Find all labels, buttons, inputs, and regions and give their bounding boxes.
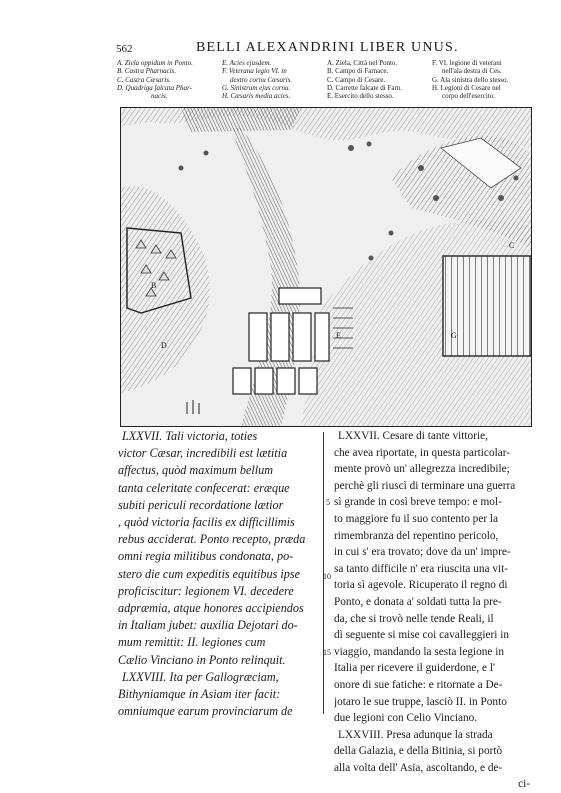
plate-label: G — [451, 331, 457, 340]
legend-entry: H. Cæsaris media acies. — [222, 92, 291, 101]
legend-latin-col2 — [222, 59, 292, 100]
italian-line: due legioni con Celio Vinciano. — [334, 712, 478, 725]
legend-entry: C. Campo di Cesare. — [327, 75, 386, 84]
legend-entry: A. Ziela, Città nel Ponto. — [327, 59, 398, 67]
latin-line: Bithyniamque in Asiam iter facit: — [118, 687, 281, 702]
italian-line: rimembranza del repentino pericolo, — [334, 529, 499, 542]
latin-line: LXXVIII. Ita per Gallogræciam, — [122, 669, 279, 684]
italian-line: mente provò un' allegrezza incredibile; — [334, 463, 510, 476]
latin-line: subiti periculi recordatione lætior — [118, 497, 284, 512]
latin-line: rebus acciderat. Ponto recepto, præda — [118, 532, 306, 547]
latin-line: in Italiam jubet: auxilia Dejotari do- — [118, 618, 298, 633]
legend-italian-col2 — [432, 59, 508, 100]
legend-entry: A. Ziela oppidum in Ponto. — [117, 59, 193, 67]
latin-column — [118, 428, 314, 720]
italian-line: onore di sue fatiche: e ritornate a De- — [334, 678, 503, 691]
italian-line: Ponto, e donata a' soldati tutta la pre- — [334, 595, 502, 608]
line-number: 15 — [323, 648, 331, 657]
plate-label: D — [161, 341, 167, 350]
italian-line: in cui s' era trovato; dove da un' impre- — [334, 546, 511, 559]
legend-entry: F. VI. legione di veterani — [432, 59, 502, 67]
latin-line: affectus, quòd maximum bellum — [118, 463, 274, 478]
italian-line: to maggiore fu il suo contento per la — [334, 512, 499, 525]
legend-entry: B. Campo di Farnace. — [327, 67, 389, 76]
legend-entry: H. Legioni di Cesare nel — [432, 83, 501, 92]
italian-line: ci- — [518, 778, 530, 791]
plate-label: C — [509, 241, 515, 250]
legend-entry: E. Esercito dello stesso. — [327, 92, 394, 101]
latin-line: mum remittit: II. legiones cum — [118, 635, 266, 650]
italian-line: che avea riportate, in questa particolar- — [334, 446, 511, 459]
latin-line: victor Cæsar, incredibili est lætitia — [118, 446, 288, 461]
legend-entry: corpo dell'esercito. — [442, 92, 495, 101]
line-number: 10 — [323, 572, 331, 581]
latin-line: Cælio Vinciano in Ponto relinquit. — [118, 652, 286, 667]
latin-line: omni regia militibus condonata, po- — [118, 549, 294, 564]
plate-label: B — [151, 281, 157, 290]
legend-entry: nacis. — [151, 92, 168, 101]
legend-latin-col1 — [117, 59, 193, 100]
legend-entry: B. Castra Pharnacis. — [117, 67, 177, 76]
italian-line: della Galazia, e della Bitinia, si portò — [334, 745, 503, 758]
legend-entry: G. Ala sinistra dello stesso. — [432, 75, 509, 84]
italian-line: viaggio, mandando la sesta legione in — [334, 645, 505, 658]
latin-line: proficiscitur: legionem VI. decedere — [118, 583, 294, 598]
legend-italian-col1 — [327, 59, 402, 100]
italian-line: toria sì agevole. Ricuperato il regno di — [334, 579, 508, 592]
italian-line: sì grande in così breve tempo: e mol- — [334, 496, 502, 509]
legend-entry: dextro cornu Cæsaris. — [230, 75, 293, 84]
latin-line: omniumque earum provinciarum de — [118, 704, 293, 719]
legend-entry: G. Sinistrum ejus cornu. — [222, 83, 291, 92]
italian-line: alla volta dell' Asia, ascoltando, e de- — [334, 761, 503, 774]
line-number: 5 — [326, 498, 330, 507]
italian-line: Italia per ricevere il guiderdone, e l' — [334, 662, 496, 675]
italian-line: LXXVIII. Presa adunque la strada — [338, 728, 493, 741]
plate-label: E — [336, 331, 341, 340]
latin-line: stero die cum expeditis equitibus ipse — [118, 566, 300, 581]
battle-engraving — [120, 107, 532, 427]
latin-line: adpræmia, atque honores accipiendos — [118, 601, 304, 616]
italian-column — [334, 428, 530, 793]
page-number: 562 — [116, 43, 133, 55]
italian-line: jotaro le sue truppe, lasciò II. in Ponto — [334, 695, 507, 708]
italian-line: dì seguente si mise coi cavalleggieri in — [334, 629, 510, 642]
legend-entry: C. Castra Cæsaris. — [117, 75, 171, 84]
italian-line: da, che si trovò nelle tende Reali, il — [334, 612, 494, 625]
italian-line: LXXVII. Cesare di tante vittorie, — [338, 430, 488, 442]
legend-entry: D. Carrette falcate di Farn. — [327, 83, 403, 92]
legend-entry: nell'ala destra di Ces. — [442, 67, 502, 76]
latin-line: LXXVII. Tali victoria, toties — [122, 429, 258, 443]
latin-line: , quòd victoria facilis ex difficillimis — [118, 515, 295, 530]
running-title: BELLI ALEXANDRINI LIBER UNUS. — [196, 40, 459, 55]
legend-entry: F. Veterana legio VI. in — [222, 67, 287, 76]
italian-line: perchè gli riuscì di terminare una guerra — [334, 479, 516, 492]
italian-line: sa tanto difficile n' era riuscita una vit- — [334, 562, 509, 575]
legend-entry: D. Quadriga falcata Phar- — [117, 83, 192, 92]
latin-line: tanta celeritate confecerat: eræque — [118, 480, 290, 495]
legend-entry: E. Acies ejusdem. — [222, 59, 272, 67]
